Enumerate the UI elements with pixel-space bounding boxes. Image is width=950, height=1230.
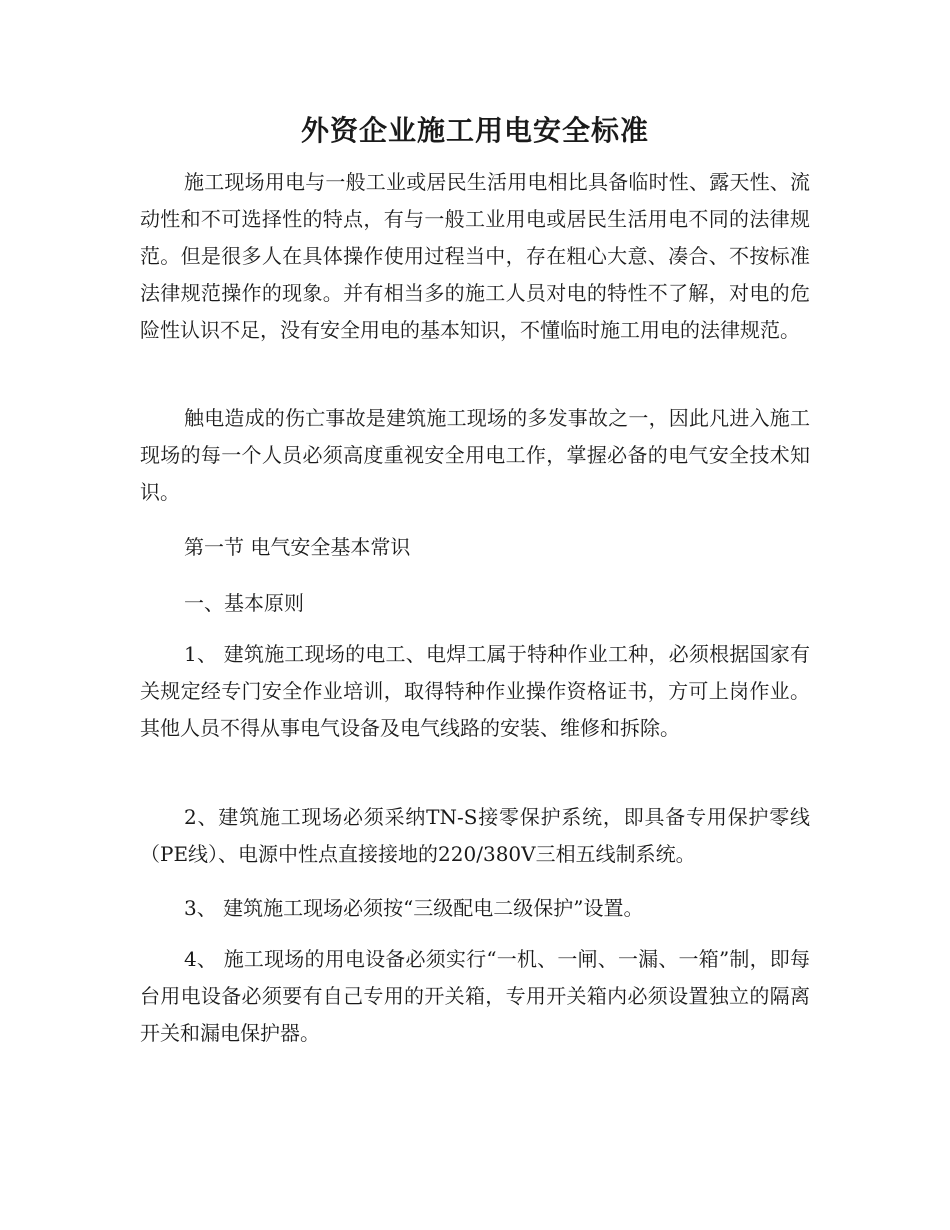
subsection-heading: 一、基本原则 <box>184 591 304 615</box>
intro-paragraph-1: 施工现场用电与一般工业或居民生活用电相比具备临时性、露天性、流动性和不可选择性的特点，有与一般工业用电或居民生活用电不同的法律规范。但是很多人在具体操作使用过程当中，存在粗心大意、凑合、不按标准法律规范操作的现象。并有相当多的施工人员对电的特性不了解，对电的危险性认识不足，没有安全用电的基本知识，不懂临时施工用电的法律规范。 <box>140 170 810 342</box>
intro-paragraph-2: 触电造成的伤亡事故是建筑施工现场的多发事故之一，因此凡进入施工现场的每一个人员必须高度重视安全用电工作，掌握必备的电气安全技术知识。 <box>140 406 810 504</box>
list-item-3: 3、 建筑施工现场必须按“三级配电二级保护”设置。 <box>184 896 644 920</box>
list-item-1: 1、 建筑施工现场的电工、电焊工属于特种作业工种，必须根据国家有关规定经专门安全作业培训，取得特种作业操作资格证书，方可上岗作业。其他人员不得从事电气设备及电气线路的安装、维修和拆除。 <box>140 642 810 740</box>
section-heading: 第一节 电气安全基本常识 <box>184 535 411 559</box>
document-title: 外资企业施工用电安全标准 <box>300 114 649 147</box>
list-item-4: 4、 施工现场的用电设备必须实行“一机、一闸、一漏、一箱”制，即每台用电设备必须要有自己专用的开关箱，专用开关箱内必须设置独立的隔离开关和漏电保护器。 <box>140 947 810 1045</box>
list-item-2: 2、建筑施工现场必须采纳TN-S接零保护系统，即具备专用保护零线（PE线）、电源中性点直接接地的220/380V三相五线制系统。 <box>140 805 810 866</box>
